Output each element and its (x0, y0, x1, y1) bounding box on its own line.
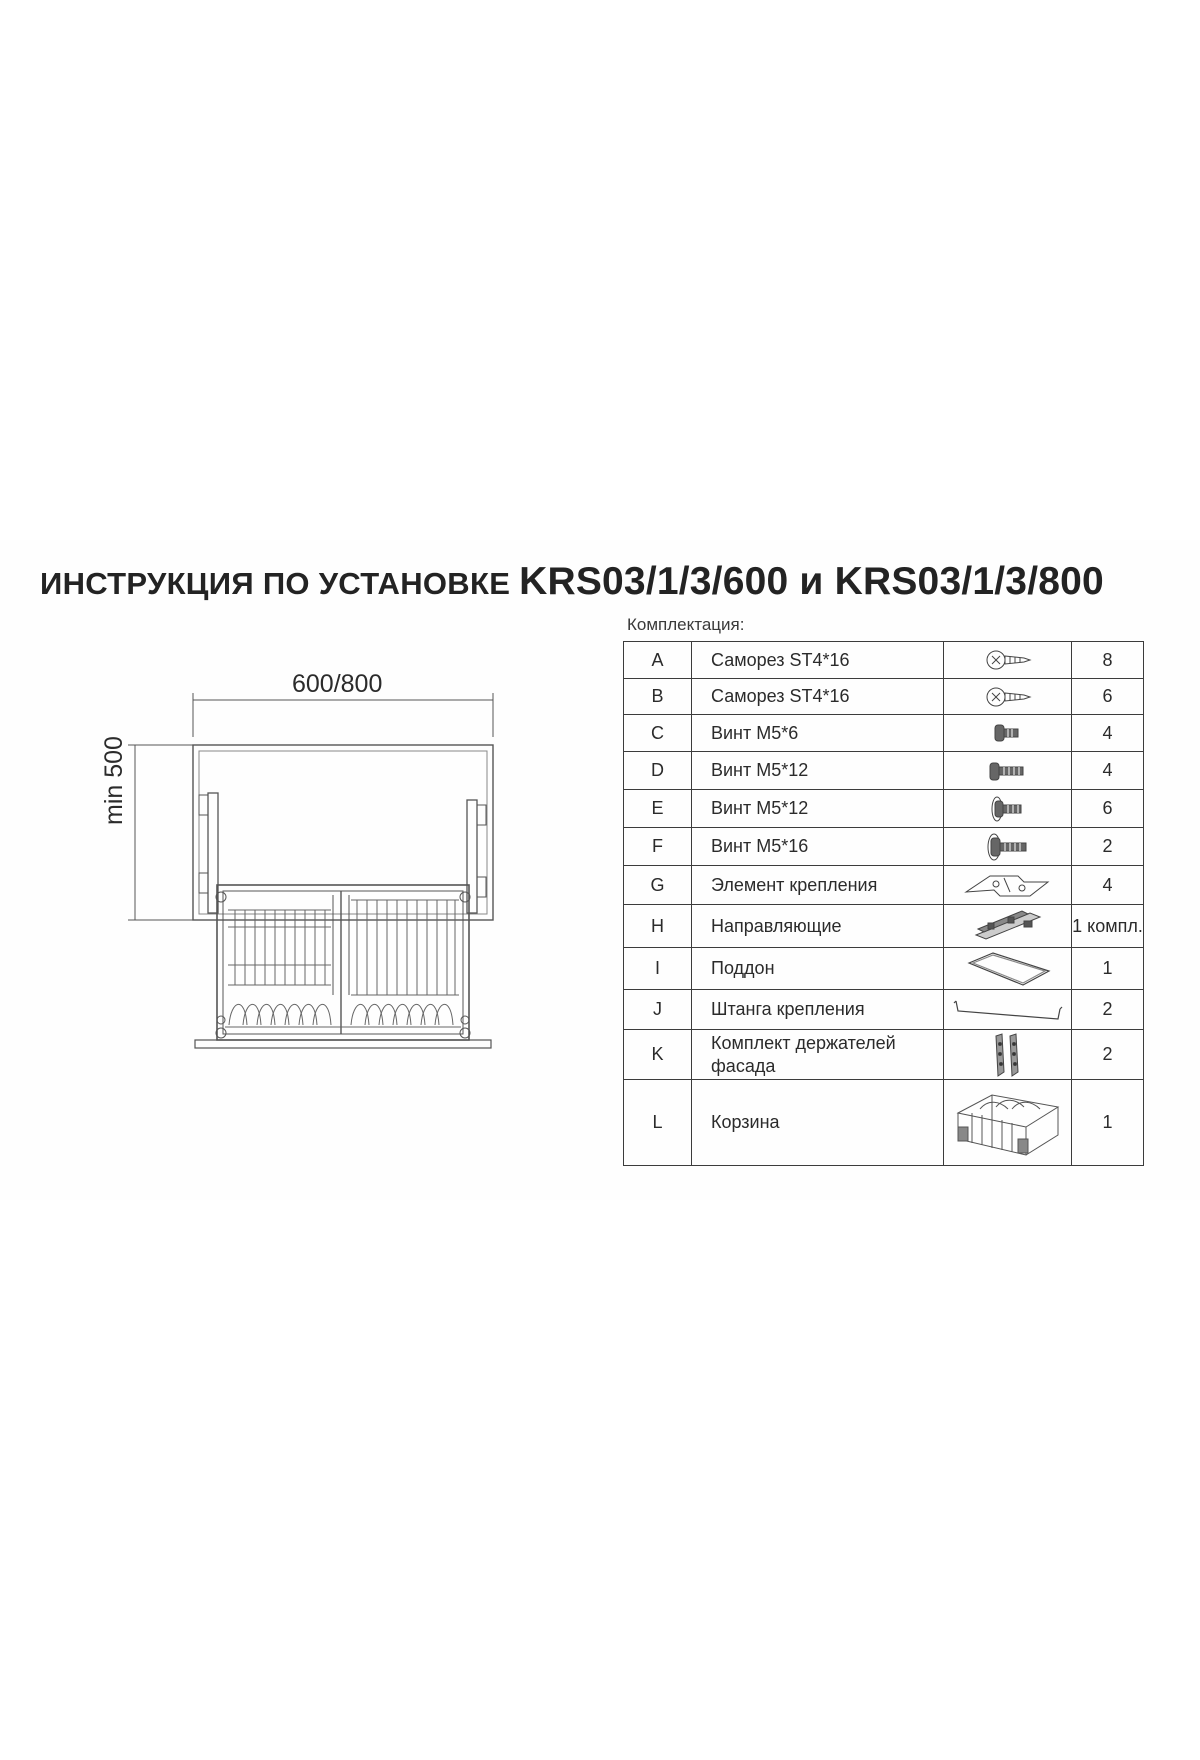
item-name: Саморез ST4*16 (692, 679, 944, 715)
width-label: 600/800 (292, 670, 383, 698)
item-letter: H (624, 905, 692, 948)
title-instruction: ИНСТРУКЦИЯ ПО УСТАНОВКЕ (40, 566, 520, 601)
item-name: Направляющие (692, 905, 944, 948)
item-qty: 4 (1072, 715, 1144, 752)
table-row (624, 679, 1144, 715)
item-name: Саморез ST4*16 (692, 642, 944, 679)
item-name: Элемент крепления (692, 866, 944, 905)
table-row (624, 715, 1144, 752)
item-letter: D (624, 752, 692, 790)
table-row (624, 790, 1144, 828)
item-name: Корзина (692, 1080, 944, 1166)
facade-holder-icon (988, 1032, 1028, 1078)
table-row (624, 1080, 1144, 1166)
cabinet-outline (193, 745, 493, 920)
item-name: Комплект держателей фасада (692, 1030, 944, 1080)
item-letter: K (624, 1030, 692, 1080)
item-letter: G (624, 866, 692, 905)
item-qty: 4 (1072, 866, 1144, 905)
item-qty: 2 (1072, 990, 1144, 1030)
rod-icon (950, 995, 1066, 1025)
parts-table (623, 641, 1144, 1166)
page-title (40, 560, 1170, 604)
item-name: Винт M5*6 (692, 715, 944, 752)
item-qty: 2 (1072, 1030, 1144, 1080)
item-letter: B (624, 679, 692, 715)
long-bolt-icon (984, 832, 1032, 862)
item-name: Поддон (692, 948, 944, 990)
mounting-clip-icon (960, 870, 1056, 900)
item-qty: 8 (1072, 642, 1144, 679)
screw-icon (984, 648, 1032, 672)
table-row (624, 828, 1144, 866)
item-letter: J (624, 990, 692, 1030)
table-row (624, 1030, 1144, 1080)
item-qty: 6 (1072, 679, 1144, 715)
item-name: Штанга крепления (692, 990, 944, 1030)
tray-icon (963, 951, 1053, 987)
plates (225, 1004, 461, 1027)
height-label: min 500 (100, 736, 128, 825)
item-letter: A (624, 642, 692, 679)
item-letter: F (624, 828, 692, 866)
cabinet-diagram (95, 665, 515, 1085)
item-name: Винт M5*12 (692, 790, 944, 828)
item-qty: 1 (1072, 948, 1144, 990)
item-letter: E (624, 790, 692, 828)
screw-icon (984, 685, 1032, 709)
table-row (624, 948, 1144, 990)
item-letter: I (624, 948, 692, 990)
short-bolt-icon (991, 722, 1025, 744)
item-letter: C (624, 715, 692, 752)
rail-icon (968, 909, 1048, 943)
title-model: KRS03/1/3/600 и KRS03/1/3/800 (519, 560, 1104, 603)
bolt-washer-icon (988, 795, 1028, 823)
bolt-icon (986, 759, 1030, 783)
table-row (624, 990, 1144, 1030)
item-qty: 1 (1072, 1080, 1144, 1166)
item-qty: 4 (1072, 752, 1144, 790)
kit-title: Комплектация: (627, 615, 745, 634)
item-name: Винт M5*16 (692, 828, 944, 866)
item-qty: 1 компл. (1072, 905, 1144, 948)
item-qty: 6 (1072, 790, 1144, 828)
table-row (624, 905, 1144, 948)
table-row (624, 752, 1144, 790)
item-name: Винт M5*12 (692, 752, 944, 790)
basket-icon (952, 1087, 1064, 1159)
table-row (624, 642, 1144, 679)
item-letter: L (624, 1080, 692, 1166)
table-row (624, 866, 1144, 905)
item-qty: 2 (1072, 828, 1144, 866)
